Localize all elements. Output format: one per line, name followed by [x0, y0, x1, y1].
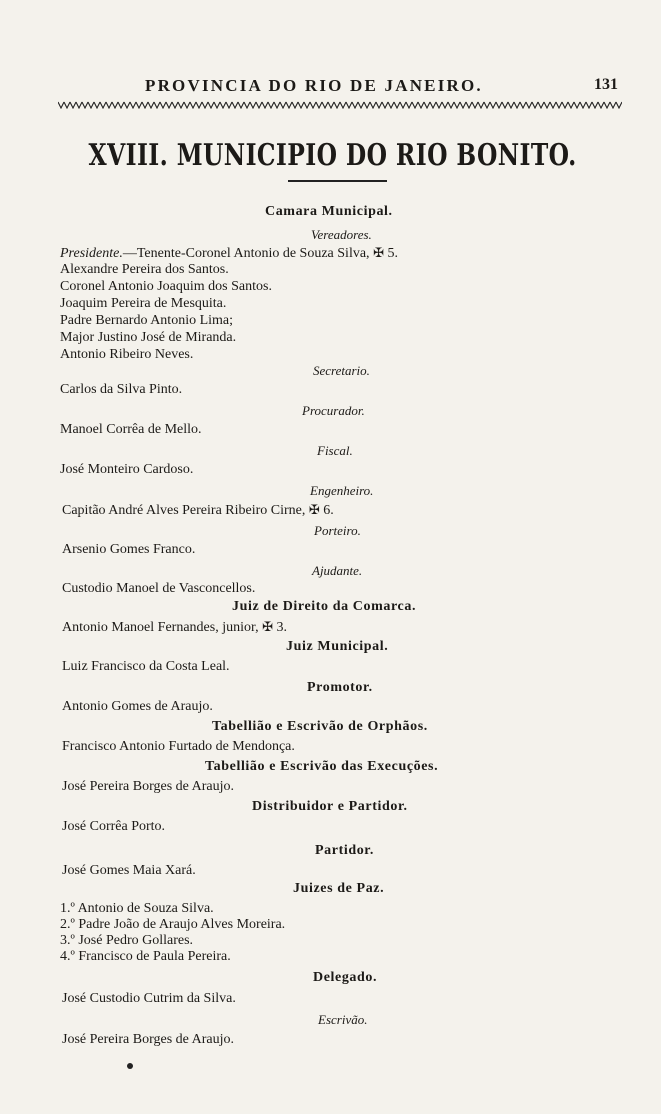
order-cross-icon: ✠	[373, 245, 384, 260]
order-cross-icon: ✠	[262, 619, 273, 634]
judiciary-holder: Francisco Antonio Furtado de Mendonça.	[62, 739, 295, 754]
camara-heading: Camara Municipal.	[265, 204, 393, 219]
office-title: Porteiro.	[314, 523, 361, 538]
judiciary-holder: José Gomes Maia Xará.	[62, 863, 196, 878]
vereador-line: Alexandre Pereira dos Santos.	[60, 262, 229, 277]
office-holder: Carlos da Silva Pinto.	[60, 382, 183, 397]
vereador-line: Padre Bernardo Antonio Lima;	[60, 313, 234, 328]
running-title: PROVINCIA DO RIO DE JANEIRO.	[145, 76, 483, 95]
office-title: Secretario.	[313, 363, 370, 378]
section-title: XVIII. MUNICIPIO DO RIO BONITO.	[88, 138, 577, 173]
title-rule	[288, 180, 387, 182]
judiciary-title: Partidor.	[315, 843, 374, 858]
juizes-de-paz-heading: Juizes de Paz.	[293, 881, 385, 896]
judiciary-title: Distribuidor e Partidor.	[252, 799, 408, 814]
list-item: 1.º Antonio de Souza Silva.	[60, 901, 214, 916]
presidente-text: —Tenente-Coronel Antonio de Souza Silva,	[122, 246, 370, 261]
presidente-decoration: 5.	[387, 246, 398, 261]
judiciary-holder: Luiz Francisco da Costa Leal.	[62, 659, 230, 674]
judiciary-title: Juiz de Direito da Comarca.	[232, 599, 417, 614]
judiciary-holder: José Pereira Borges de Araujo.	[62, 779, 234, 794]
holder-decoration: 3.	[276, 620, 287, 635]
vereador-line: Antonio Ribeiro Neves.	[60, 347, 194, 362]
judiciary-title: Tabellião e Escrivão das Execuções.	[205, 759, 439, 774]
running-head	[0, 76, 661, 98]
vereadores-heading: Vereadores.	[311, 227, 372, 242]
presidente-line	[60, 244, 398, 262]
presidente-label: Presidente.	[60, 246, 123, 261]
office-title: Fiscal.	[317, 443, 353, 458]
judiciary-title: Promotor.	[307, 680, 373, 695]
office-holder: Capitão André Alves Pereira Ribeiro Cirne,	[62, 503, 306, 518]
order-cross-icon: ✠	[308, 502, 320, 517]
ornamental-rule	[58, 101, 622, 109]
vereador-line: Major Justino José de Miranda.	[60, 330, 237, 345]
vereador-line: Coronel Antonio Joaquim dos Santos.	[60, 279, 272, 294]
office-title: Ajudante.	[312, 563, 363, 578]
office-holder: José Monteiro Cardoso.	[60, 462, 194, 477]
judiciary-holder-line	[62, 618, 287, 636]
delegado-heading: Delegado.	[313, 970, 378, 985]
page-number: 131	[594, 76, 618, 93]
list-item: 2.º Padre João de Araujo Alves Moreira.	[60, 917, 286, 932]
delegado-holder: José Custodio Cutrim da Silva.	[62, 991, 236, 1006]
escrivao-holder: José Pereira Borges de Araujo.	[62, 1032, 234, 1047]
office-holder-line	[62, 501, 334, 519]
office-holder: Custodio Manoel de Vasconcellos.	[62, 581, 256, 596]
judiciary-holder: Antonio Gomes de Araujo.	[62, 699, 213, 714]
ink-dot	[127, 1063, 133, 1069]
judiciary-holder: José Corrêa Porto.	[62, 819, 166, 834]
escrivao-heading: Escrivão.	[318, 1012, 368, 1027]
office-title: Procurador.	[302, 403, 365, 418]
judiciary-title: Tabellião e Escrivão de Orphãos.	[212, 719, 428, 734]
list-item: 3.º José Pedro Gollares.	[60, 933, 194, 948]
office-title: Engenheiro.	[310, 483, 374, 498]
list-item: 4.º Francisco de Paula Pereira.	[60, 949, 231, 964]
judiciary-holder: Antonio Manoel Fernandes, junior,	[62, 620, 259, 635]
holder-decoration: 6.	[323, 503, 334, 518]
vereador-line: Joaquim Pereira de Mesquita.	[60, 296, 227, 311]
office-holder: Manoel Corrêa de Mello.	[60, 422, 202, 437]
office-holder: Arsenio Gomes Franco.	[62, 542, 196, 557]
judiciary-title: Juiz Municipal.	[286, 639, 389, 654]
